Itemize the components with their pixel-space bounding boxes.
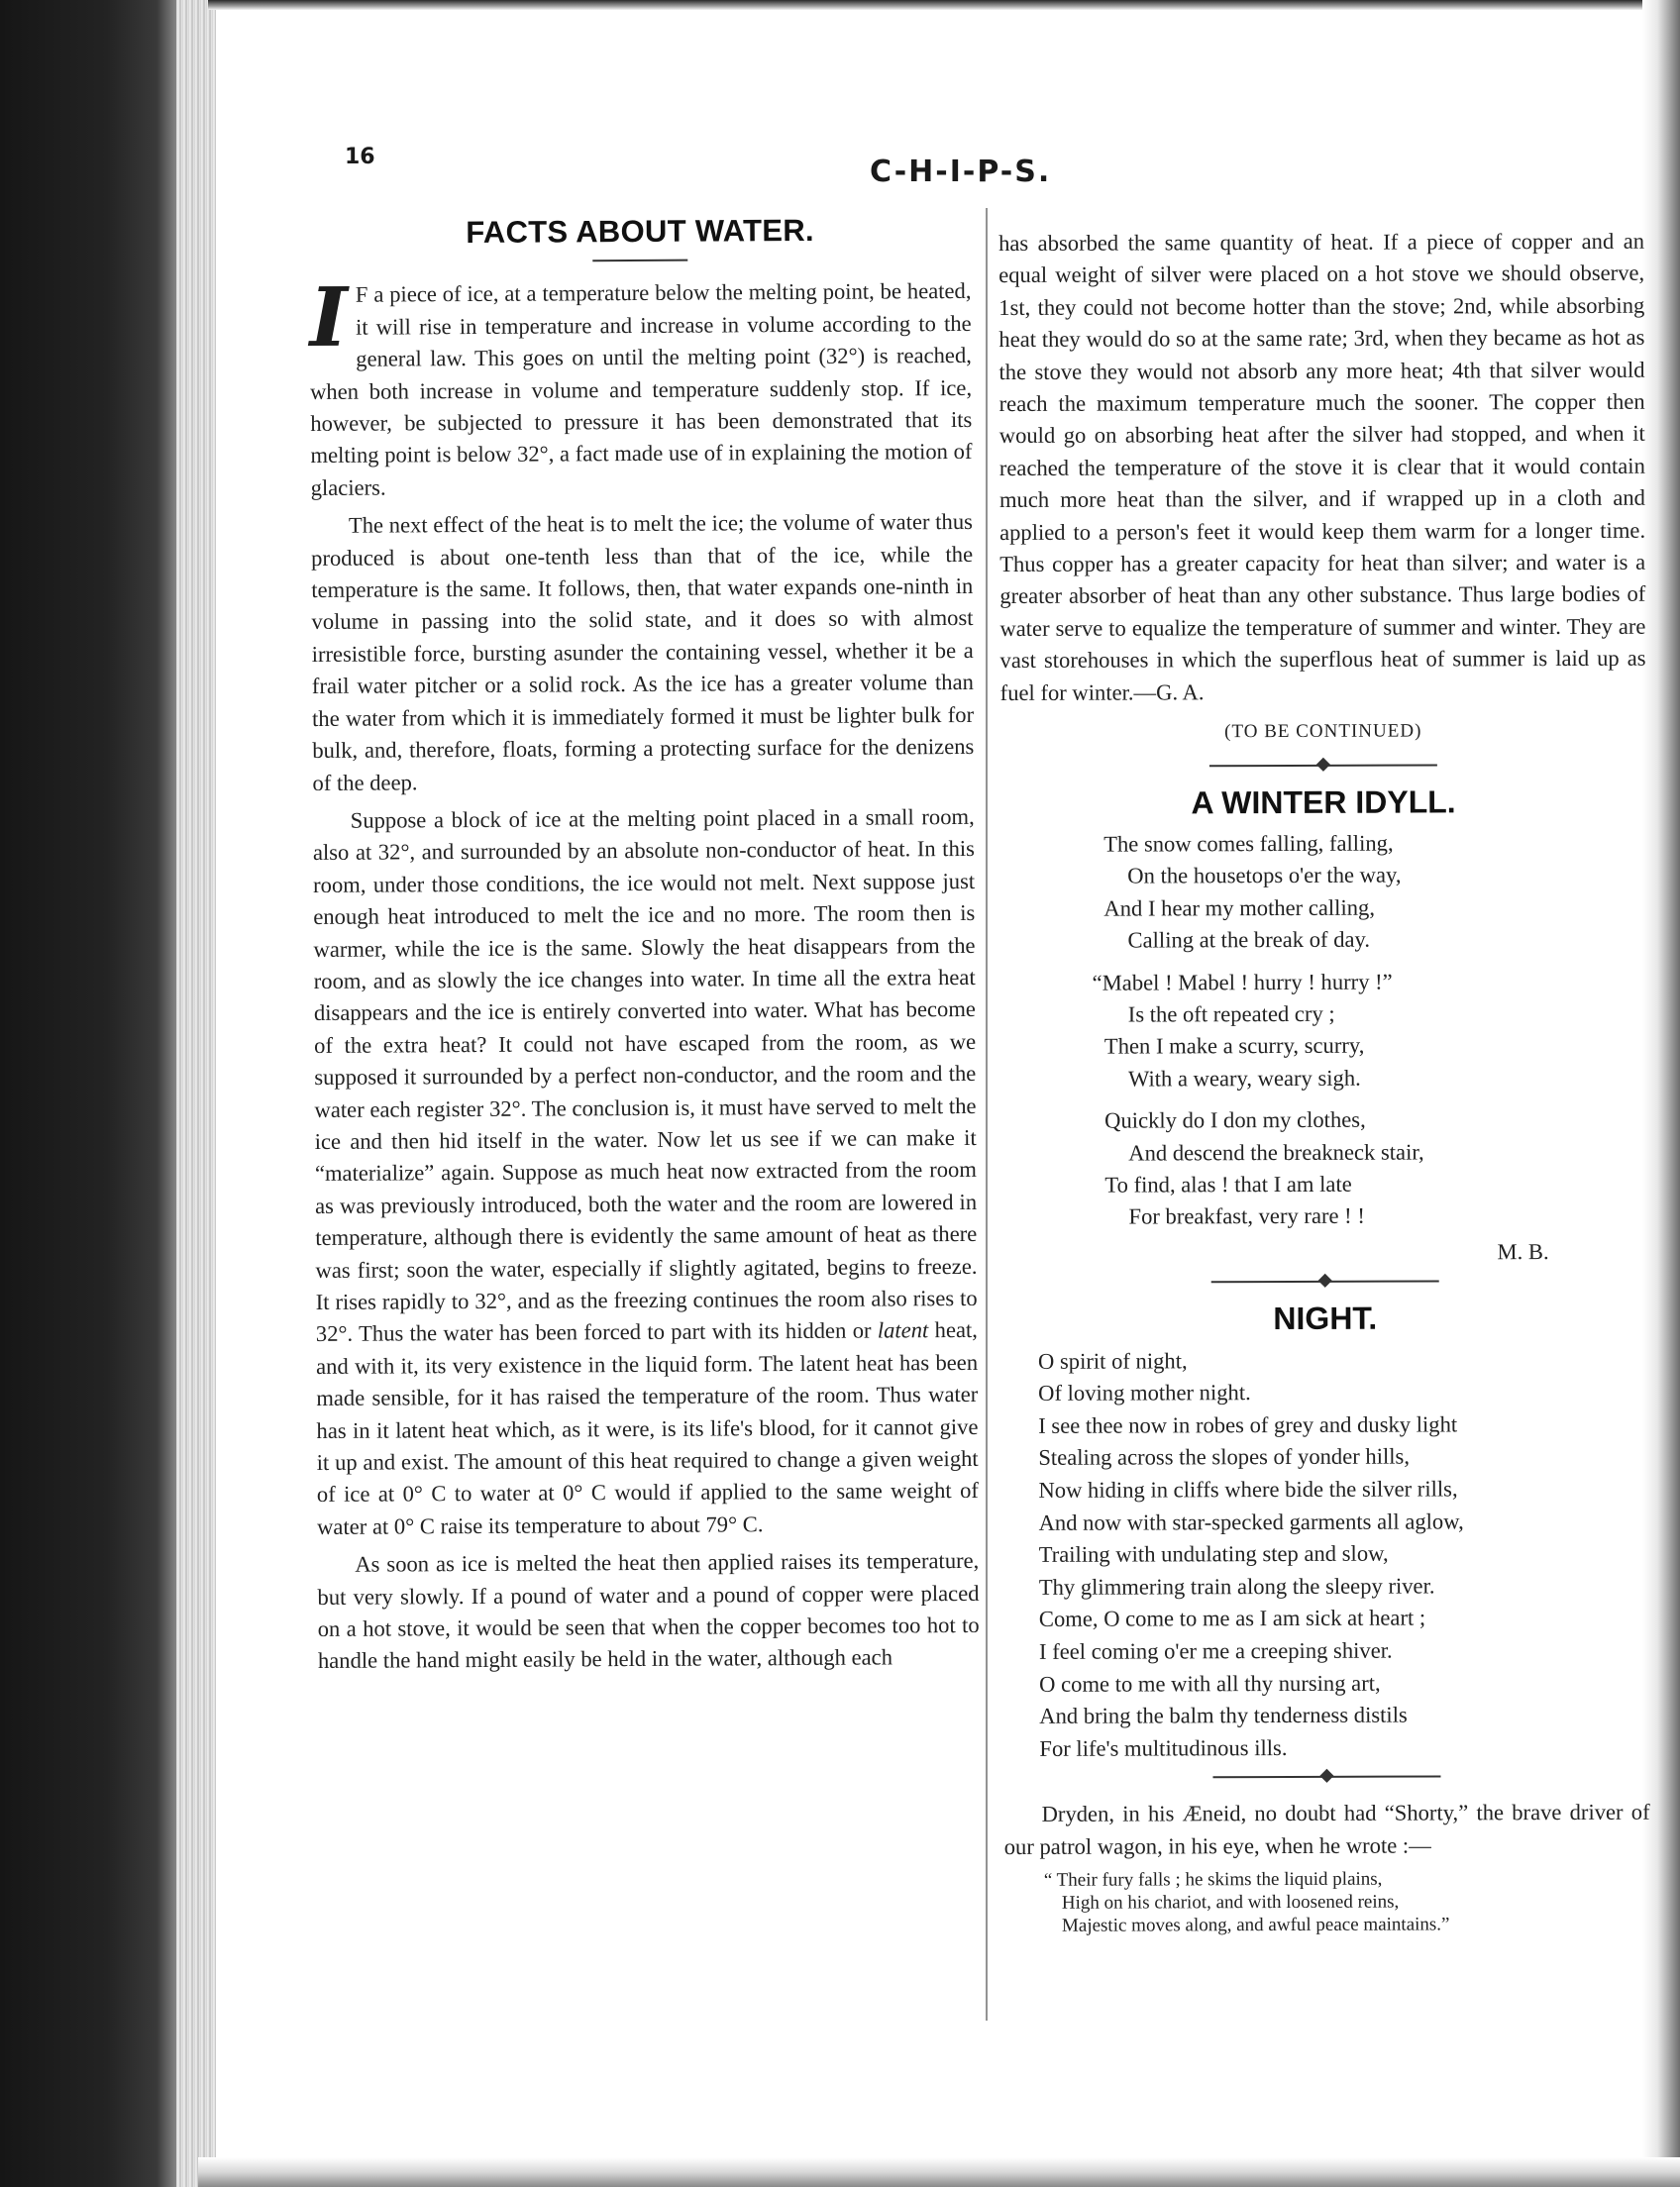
dryden-quote bbox=[1004, 1867, 1650, 1937]
drop-cap: I bbox=[309, 270, 349, 366]
poem-line: I see thee now in robes of grey and dusky light bbox=[1038, 1411, 1458, 1438]
poem-line: O come to me with all thy nursing art, bbox=[1039, 1670, 1381, 1697]
paragraph-2: The next effect of the heat is to melt the ice; the volume of water thus produced is about one-tenth less than that of the ice, while the temperature is the same. It follows, then, that water expands one-ninth in volume in passing into the solid state, and it does so with almost irresistible force, bursting asunder the containing vessel, whether it be a frail water pitcher or a solid rock. As the ice has a greater volume than the water from which it is immediately formed it must be lighter bulk for bulk, and, therefore, floats, forming a protecting surface for the denizens of the deep. bbox=[311, 509, 975, 795]
signature-mb: M. B. bbox=[1497, 1238, 1549, 1265]
quote-line: High on his chariot, and with loosened reins, bbox=[1061, 1891, 1400, 1914]
paragraph-1 bbox=[309, 270, 973, 504]
poem-line: Calling at the break of day. bbox=[1127, 926, 1371, 953]
quote-line: Majestic moves along, and awful peace maintains.” bbox=[1061, 1914, 1450, 1936]
right-column bbox=[998, 226, 1650, 1937]
poem-line: And bring the balm thy tenderness distils bbox=[1039, 1702, 1408, 1728]
latent-italic: latent bbox=[877, 1317, 929, 1343]
poem-line: Now hiding in cliffs where bide the silver rills, bbox=[1038, 1476, 1458, 1503]
paragraph-4: As soon as ice is melted the heat then applied raises its temperature, but very slowly. If a pound of water and a pound of copper were placed on a hot stove, it would be seen that when the copper becomes too hot to handle the hand might easily be held in the water, although each bbox=[317, 1548, 980, 1674]
diamond-ornament-icon bbox=[1316, 757, 1330, 771]
poem-line: For breakfast, very rare ! ! bbox=[1128, 1203, 1365, 1229]
diamond-ornament-icon bbox=[1318, 1274, 1332, 1288]
poem-line: Is the oft repeated cry ; bbox=[1127, 1000, 1335, 1027]
poem-line: With a weary, weary sigh. bbox=[1127, 1065, 1361, 1092]
poem-line: Come, O come to me as I am sick at heart ; bbox=[1038, 1605, 1426, 1632]
left-column bbox=[309, 214, 980, 1684]
running-head: C-H-I-P-S. bbox=[870, 155, 1052, 189]
poem-line: To find, alas ! that I am late bbox=[1104, 1171, 1352, 1198]
poem-line: And now with star-specked garments all aglow, bbox=[1038, 1508, 1464, 1535]
paragraph-5: has absorbed the same quantity of heat. If a piece of copper and an equal weight of silver were placed on a hot stove we should observe, 1st, they could not become hotter than the stove; 2nd, while absorbing heat they would do so at the same rate; 3rd, when they became as hot as the stove they would not absorb any more heat; 4th that silver would reach the maximum temperature much the sooner. The copper then would go on absorbing heat after the silver had stopped, and when it reached the temperature of the stove it is clear that it would contain much more heat than the silver, and if wrapped up in a cloth and applied to a person's feet it would keep them warm for a longer time. Thus copper has a greater capacity for heat than silver; and water is a greater absorber of heat than any other substance. Thus large bodies of water serve to equalize the temperature of summer and winter. They are vast storehouses in which the superflous heat of summer is laid up as fuel for winter.—G. A. bbox=[998, 228, 1646, 705]
poem-line: Quickly do I don my clothes, bbox=[1104, 1106, 1366, 1133]
diamond-ornament-icon bbox=[1319, 1769, 1333, 1783]
paragraph-3 bbox=[313, 801, 980, 1543]
poem-line: Trailing with undulating step and slow, bbox=[1038, 1540, 1389, 1568]
poem-line: The snow comes falling, falling, bbox=[1103, 830, 1394, 857]
poem-line: O spirit of night, bbox=[1037, 1347, 1188, 1374]
stanza-3 bbox=[1001, 1103, 1647, 1234]
title-underline bbox=[592, 260, 687, 262]
poem-line: I feel coming o'er me a creeping shiver. bbox=[1038, 1637, 1393, 1664]
page-number: 16 bbox=[345, 145, 375, 169]
poem-line: Then I make a scurry, scurry, bbox=[1103, 1033, 1365, 1059]
poem-line: And descend the breakneck stair, bbox=[1128, 1139, 1424, 1166]
ornament-divider bbox=[1212, 1770, 1440, 1785]
night-poem bbox=[1002, 1343, 1649, 1765]
poem-line: “Mabel ! Mabel ! hurry ! hurry !” bbox=[1092, 969, 1393, 995]
poem-title-winter-idyll: A WINTER IDYLL. bbox=[1191, 782, 1456, 820]
poem-line: Of loving mother night. bbox=[1038, 1380, 1251, 1406]
poem-title-night: NIGHT. bbox=[1273, 1300, 1378, 1337]
column-divider bbox=[986, 208, 988, 2021]
paragraph-3-text: Suppose a block of ice at the melting point placed in a small room, also at 32°, and surrounded by an absolute non-conductor of heat. In this room, under those conditions, the ice would not melt. Next suppose just enough heat introduced to melt the ice and no more. The room then is warmer, while the ice is the same. Slowly the heat disappears from the room, and as slowly the ice changes into water. In time all the extra heat disappears and the ice is entirely converted into water. What has become of the extra heat? It could not have escaped from the room, as we supposed it surrounded by a perfect non-conductor, and the room and the water each register 32°. The conclusion is, it must have served to melt the ice and then hid itself in the water. Now let us see if we can make it “materialize” again. Suppose as much heat now extracted from the room as was previously introduced, both the water and the room are lowered in temperature, although there is evidently the same amount of heat as there was first; soon the water, especially if slightly agitated, begins to freeze. It rises rapidly to 32°, and as the freezing continues the room also rises to 32°. Thus the water has been forced to part with its hidden or bbox=[312, 803, 978, 1347]
stanza-2 bbox=[1001, 965, 1647, 1095]
quote-line: “ Their fury falls ; he skims the liquid plains, bbox=[1043, 1868, 1383, 1891]
paragraph-1-text: F a piece of ice, at a temperature below the melting point, be heated, it will rise in temperature and increase in volume according to the general law. This goes on until the melting point (32°) is reached, when both increase in volume and temperature suddenly stop. If ice, however, be subjected to pressure it has been demonstrated that its melting point is below 32°, a fact made use of in explaining the motion of glaciers. bbox=[309, 278, 973, 500]
ornament-divider bbox=[1211, 1275, 1439, 1290]
paragraph-3-end: heat, and with it, its very existence in the liquid form. The latent heat has been made sensible, for it has raised the temperature of the room. Thus water has in it latent heat which, as it were, is its life's blood, for it cannot give it up and exist. The amount of this heat required to change a given weight of ice at 0° C to water at 0° C would if applied to the same weight of water at 0° C raise its temperature to about 79° C. bbox=[316, 1317, 979, 1539]
ornament-divider bbox=[1209, 758, 1437, 773]
poem-line: For life's multitudinous ills. bbox=[1039, 1734, 1288, 1761]
dryden-paragraph: Dryden, in his Æneid, no doubt had “Shorty,” the brave driver of our patrol wagon, in his eye, when he wrote :— bbox=[1003, 1800, 1650, 1859]
poem-line: On the housetops o'er the way, bbox=[1127, 862, 1402, 888]
stanza-1 bbox=[1000, 827, 1646, 958]
poem-line: Stealing across the slopes of yonder hills, bbox=[1038, 1443, 1411, 1471]
poem-line: And I hear my mother calling, bbox=[1103, 894, 1376, 921]
poem-line: Thy glimmering train along the sleepy river. bbox=[1038, 1573, 1435, 1600]
article-title-facts-about-water: FACTS ABOUT WATER. bbox=[466, 212, 814, 251]
to-be-continued: (TO BE CONTINUED) bbox=[1224, 720, 1422, 743]
